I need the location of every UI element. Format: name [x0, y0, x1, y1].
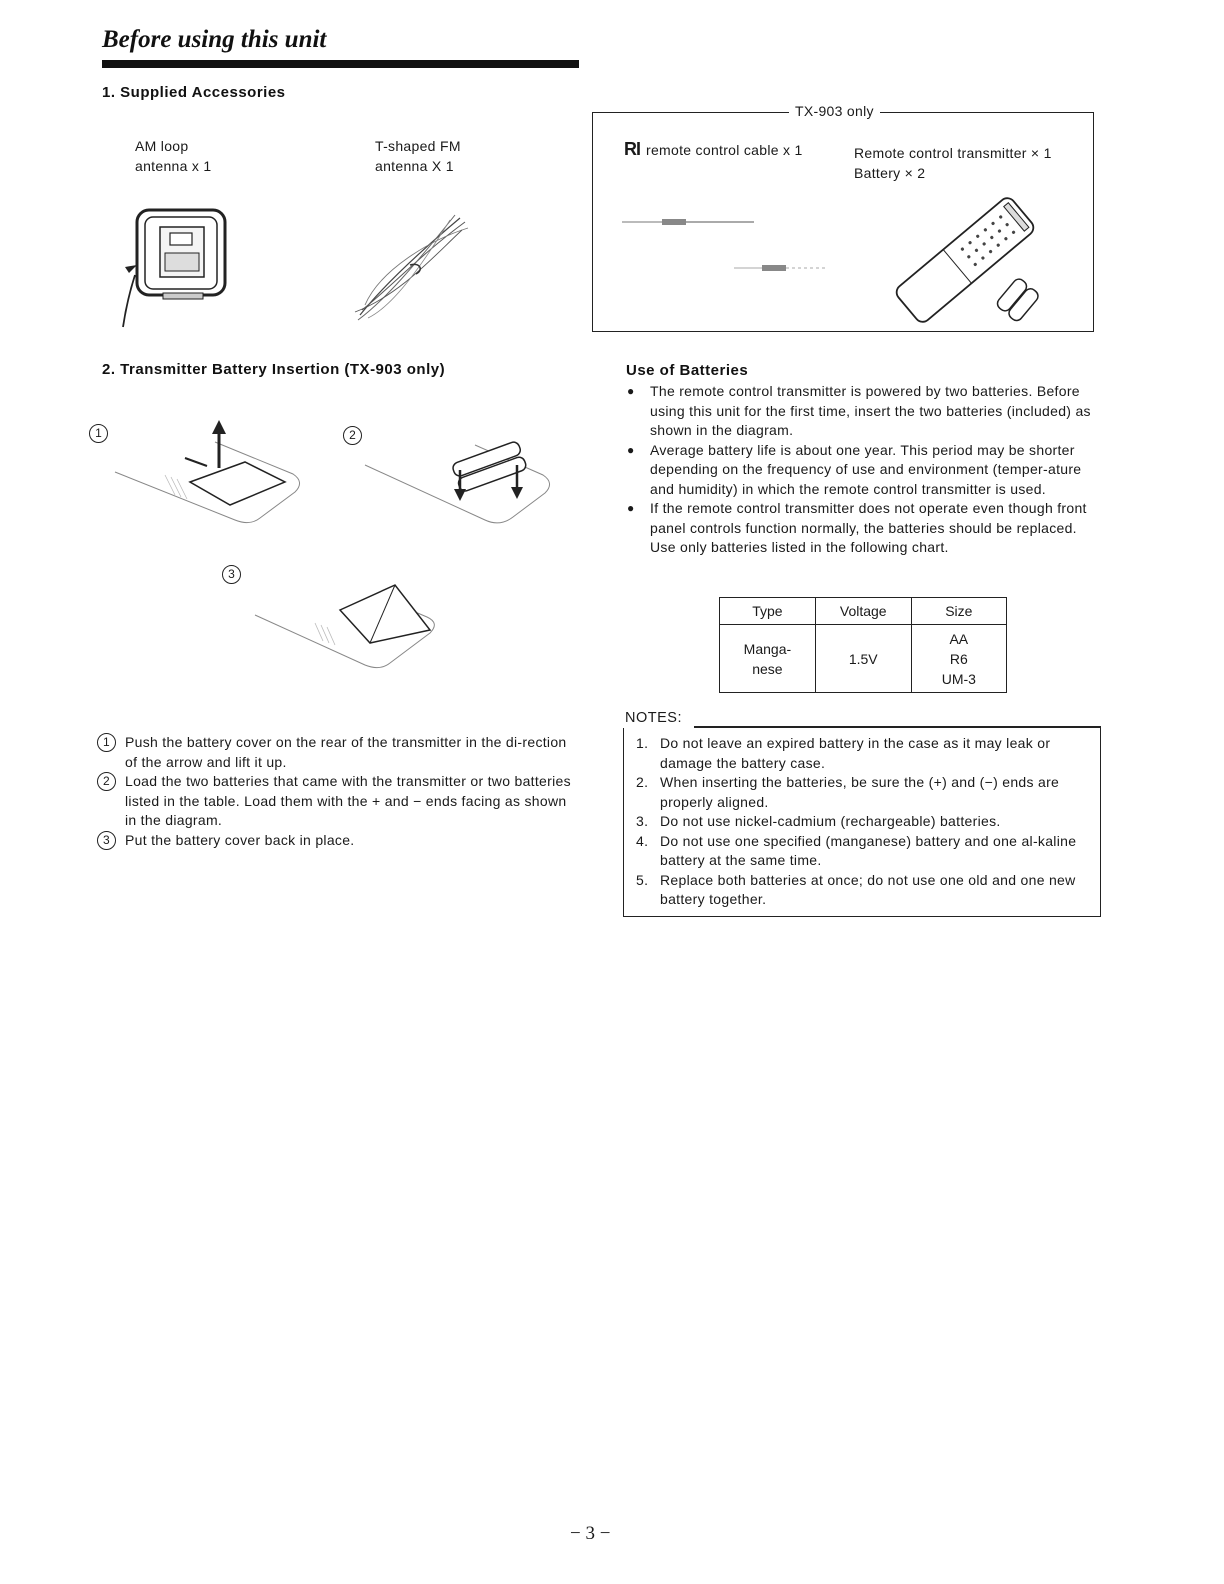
ri-cable-label: RI remote control cable x 1 — [624, 139, 803, 159]
insertion-heading: 2. Transmitter Battery Insertion (TX-903 only) — [102, 361, 446, 378]
remote-control-illustration — [880, 195, 1050, 330]
list-item: 2. When inserting the batteries, be sure the (+) and (−) ends are properly aligned. — [636, 774, 1060, 810]
page-number: − 3 − — [570, 1523, 611, 1544]
list-item: 1. Do not leave an expired battery in the case as it may leak or damage the battery case. — [636, 735, 1051, 771]
list-item: ● Average battery life is about one year. This period may be shorter depending on the frequency of use and environment (temper-ature and humidity) in which the remote control transmitter is used. — [626, 441, 1104, 500]
notes-heading: NOTES: — [625, 710, 682, 726]
list-item: 3. Do not use nickel-cadmium (rechargeable) batteries. — [636, 813, 1001, 829]
step3-replace-cover-illustration — [255, 575, 455, 675]
title-rule — [102, 60, 579, 68]
ri-logo: RI — [624, 139, 640, 159]
step-item: 1 Push the battery cover on the rear of the transmitter in the di-rection of the arrow and lift it up. — [97, 733, 575, 772]
table-header: Size — [911, 598, 1006, 625]
battery-usage-list — [626, 382, 1104, 558]
step-marker-3: 3 — [222, 565, 241, 584]
list-item: ● If the remote control transmitter does not operate even though front panel controls function normally, the batteries should be replaced. Use only batteries listed in the following chart. — [626, 499, 1104, 558]
table-cell-type: Manga- nese — [720, 625, 816, 693]
tx903-legend: TX-903 only — [789, 103, 880, 119]
table-cell-voltage: 1.5V — [815, 625, 911, 693]
ri-cable-illustration — [622, 212, 832, 282]
accessories-heading: 1. Supplied Accessories — [102, 84, 286, 101]
notes-box — [623, 728, 1101, 917]
use-of-batteries-heading: Use of Batteries — [626, 362, 749, 379]
battery-table — [719, 597, 1007, 693]
fm-antenna-illustration — [350, 210, 480, 325]
notes-list — [636, 734, 1090, 910]
fm-antenna-label: T-shaped FM antenna X 1 — [375, 138, 461, 174]
list-item: 4. Do not use one specified (manganese) battery and one al-kaline battery at the same time. — [636, 832, 1077, 868]
am-loop-antenna-illustration — [115, 205, 235, 335]
remote-transmitter-label: Remote control transmitter × 1 Battery × 2 — [854, 145, 1052, 181]
list-item: ● The remote control transmitter is powered by two batteries. Before using this unit for the first time, insert the two batteries (included) as shown in the diagram. — [626, 382, 1104, 441]
insertion-steps — [97, 733, 575, 850]
step2-insert-batteries-illustration — [365, 425, 565, 545]
step-marker-2: 2 — [343, 426, 362, 445]
step-marker-1: 1 — [89, 424, 108, 443]
step-item: 3 Put the battery cover back in place. — [97, 831, 575, 851]
page-title: Before using this unit — [102, 26, 327, 53]
table-cell-size: AA R6 UM-3 — [911, 625, 1006, 693]
am-loop-label: AM loop antenna x 1 — [135, 138, 212, 174]
table-header: Voltage — [815, 598, 911, 625]
step-item: 2 Load the two batteries that came with the transmitter or two batteries listed in the table. Load them with the + and − ends facing as shown in the diagram. — [97, 772, 575, 831]
table-header: Type — [720, 598, 816, 625]
step1-remove-cover-illustration — [115, 420, 315, 540]
list-item: 5. Replace both batteries at once; do not use one old and one new battery together. — [636, 871, 1076, 907]
